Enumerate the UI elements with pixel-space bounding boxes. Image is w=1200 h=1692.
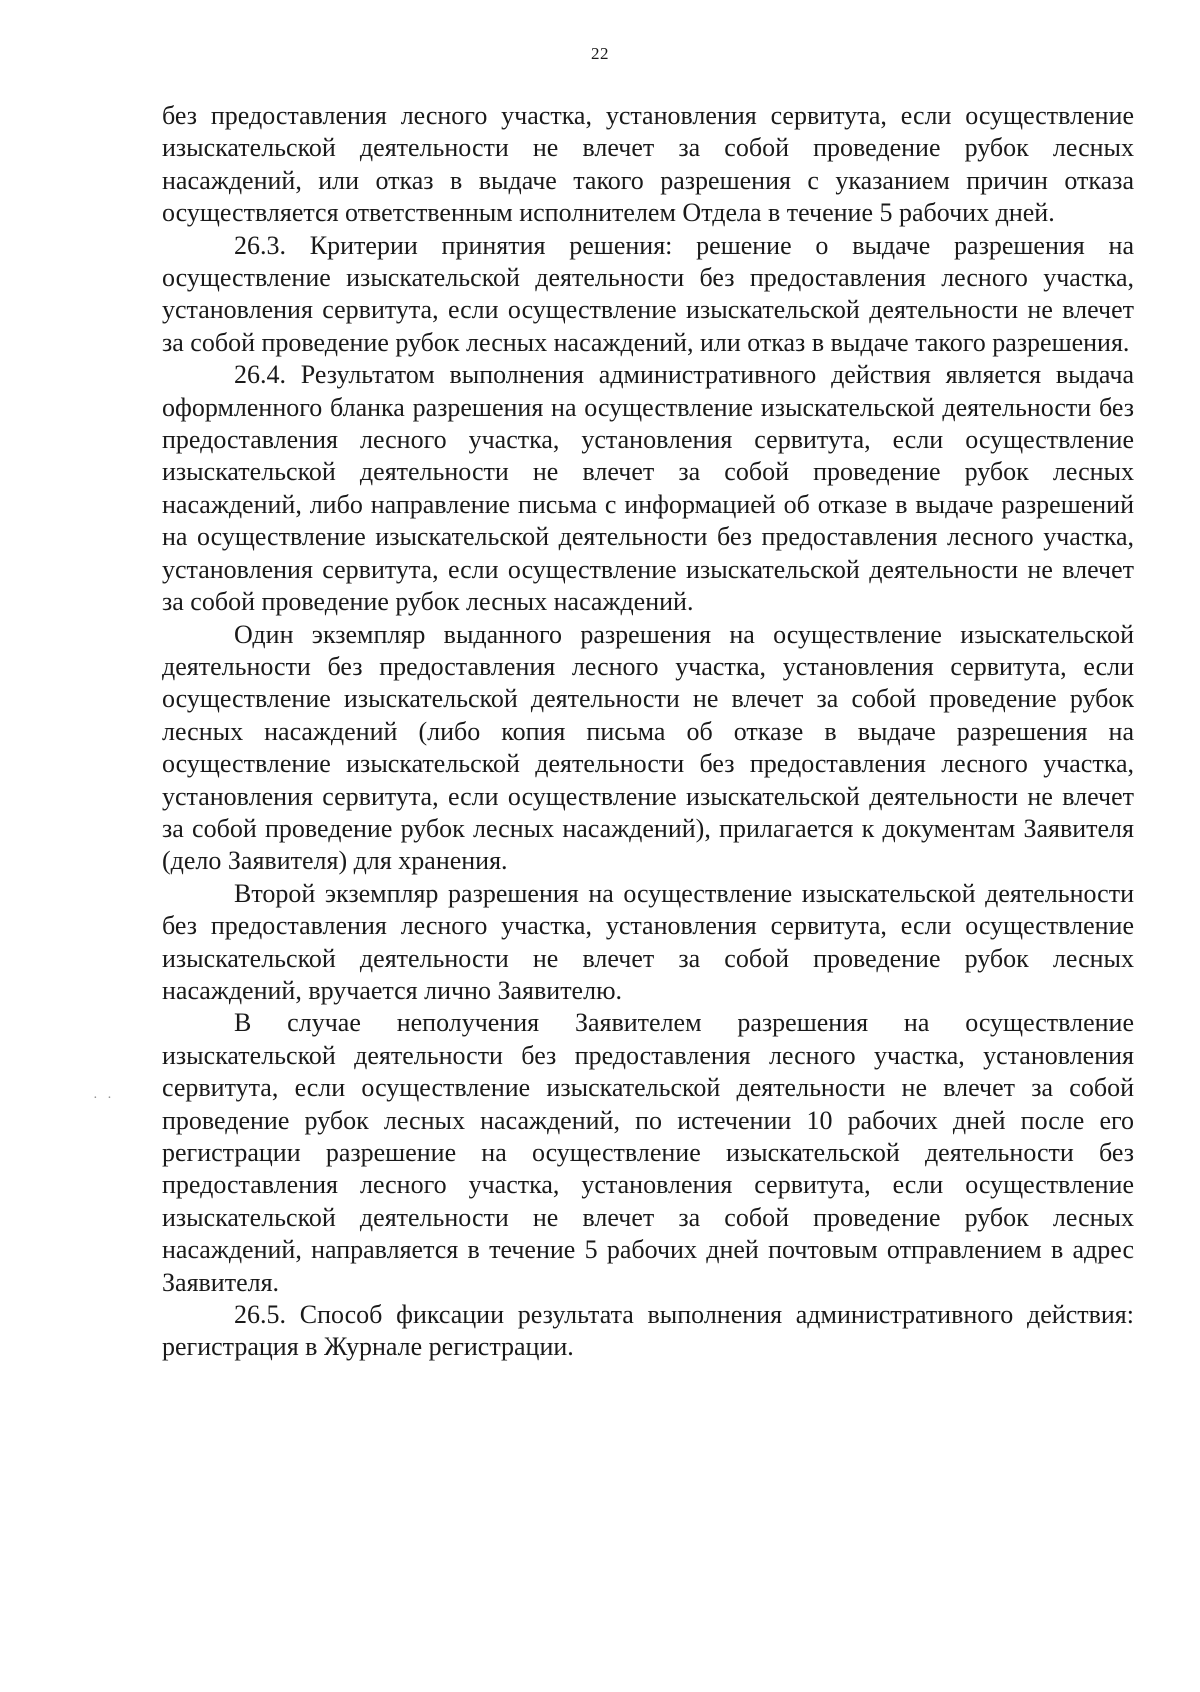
page-number: 22: [591, 44, 609, 63]
paragraph-26-4: 26.4. Результатом выполнения административного действия является выдача оформленного бланка разрешения на осуществление изыскательской деятельности без предоставления лесного участка, установления сервитута, если осуществление изыскательской деятельности не влечет за собой проведение рубок лесных насаждений, либо направление письма с информацией об отказе в выдаче разрешений на осуществление изыскательской деятельности без предоставления лесного участка, установления сервитута, если осуществление изыскательской деятельности не влечет за собой проведение рубок лесных насаждений.: [162, 360, 1134, 617]
paragraph-26-3: 26.3. Критерии принятия решения: решение о выдаче разрешения на осуществление изыскательской деятельности без предоставления лесного участка, установления сервитута, если осуществление изыскательской деятельности не влечет за собой проведение рубок лесных насаждений, или отказ в выдаче такого разрешения.: [162, 230, 1134, 357]
scan-speck: · ·: [93, 1091, 115, 1106]
paragraph-non-receipt: В случае неполучения Заявителем разрешения на осуществление изыскательской деятельности без предоставления лесного участка, установления сервитута, если осуществление изыскательской деятельности не влечет за собой проведение рубок лесных насаждений, по истечении 10 рабочих дней после его регистрации разрешение на осуществление изыскательской деятельности без предоставления лесного участка, установления сервитута, если осуществление изыскательской деятельности не влечет за собой проведение рубок лесных насаждений, направляется в течение 5 рабочих дней почтовым отправлением в адрес Заявителя.: [162, 1008, 1134, 1297]
paragraph-second-copy: Второй экземпляр разрешения на осуществление изыскательской деятельности без предоставления лесного участка, установления сервитута, если осуществление изыскательской деятельности не влечет за собой проведение рубок лесных насаждений, вручается лично Заявителю.: [162, 878, 1134, 1005]
paragraph-continuation: без предоставления лесного участка, установления сервитута, если осуществление изыскательской деятельности не влечет за собой проведение рубок лесных насаждений, или отказ в выдаче такого разрешения с указанием причин отказа осуществляется ответственным исполнителем Отдела в течение 5 рабочих дней.: [162, 101, 1134, 228]
paragraph-first-copy: Один экземпляр выданного разрешения на осуществление изыскательской деятельности без предоставления лесного участка, установления сервитута, если осуществление изыскательской деятельности не влечет за собой проведение рубок лесных насаждений (либо копия письма об отказе в выдаче разрешения на осуществление изыскательской деятельности без предоставления лесного участка, установления сервитута, если осуществление изыскательской деятельности не влечет за собой проведение рубок лесных насаждений), прилагается к документам Заявителя (дело Заявителя) для хранения.: [162, 619, 1134, 876]
paragraph-26-5: 26.5. Способ фиксации результата выполнения административного действия: регистрация в Журнале регистрации.: [162, 1300, 1134, 1362]
document-body: [162, 100, 1134, 1364]
